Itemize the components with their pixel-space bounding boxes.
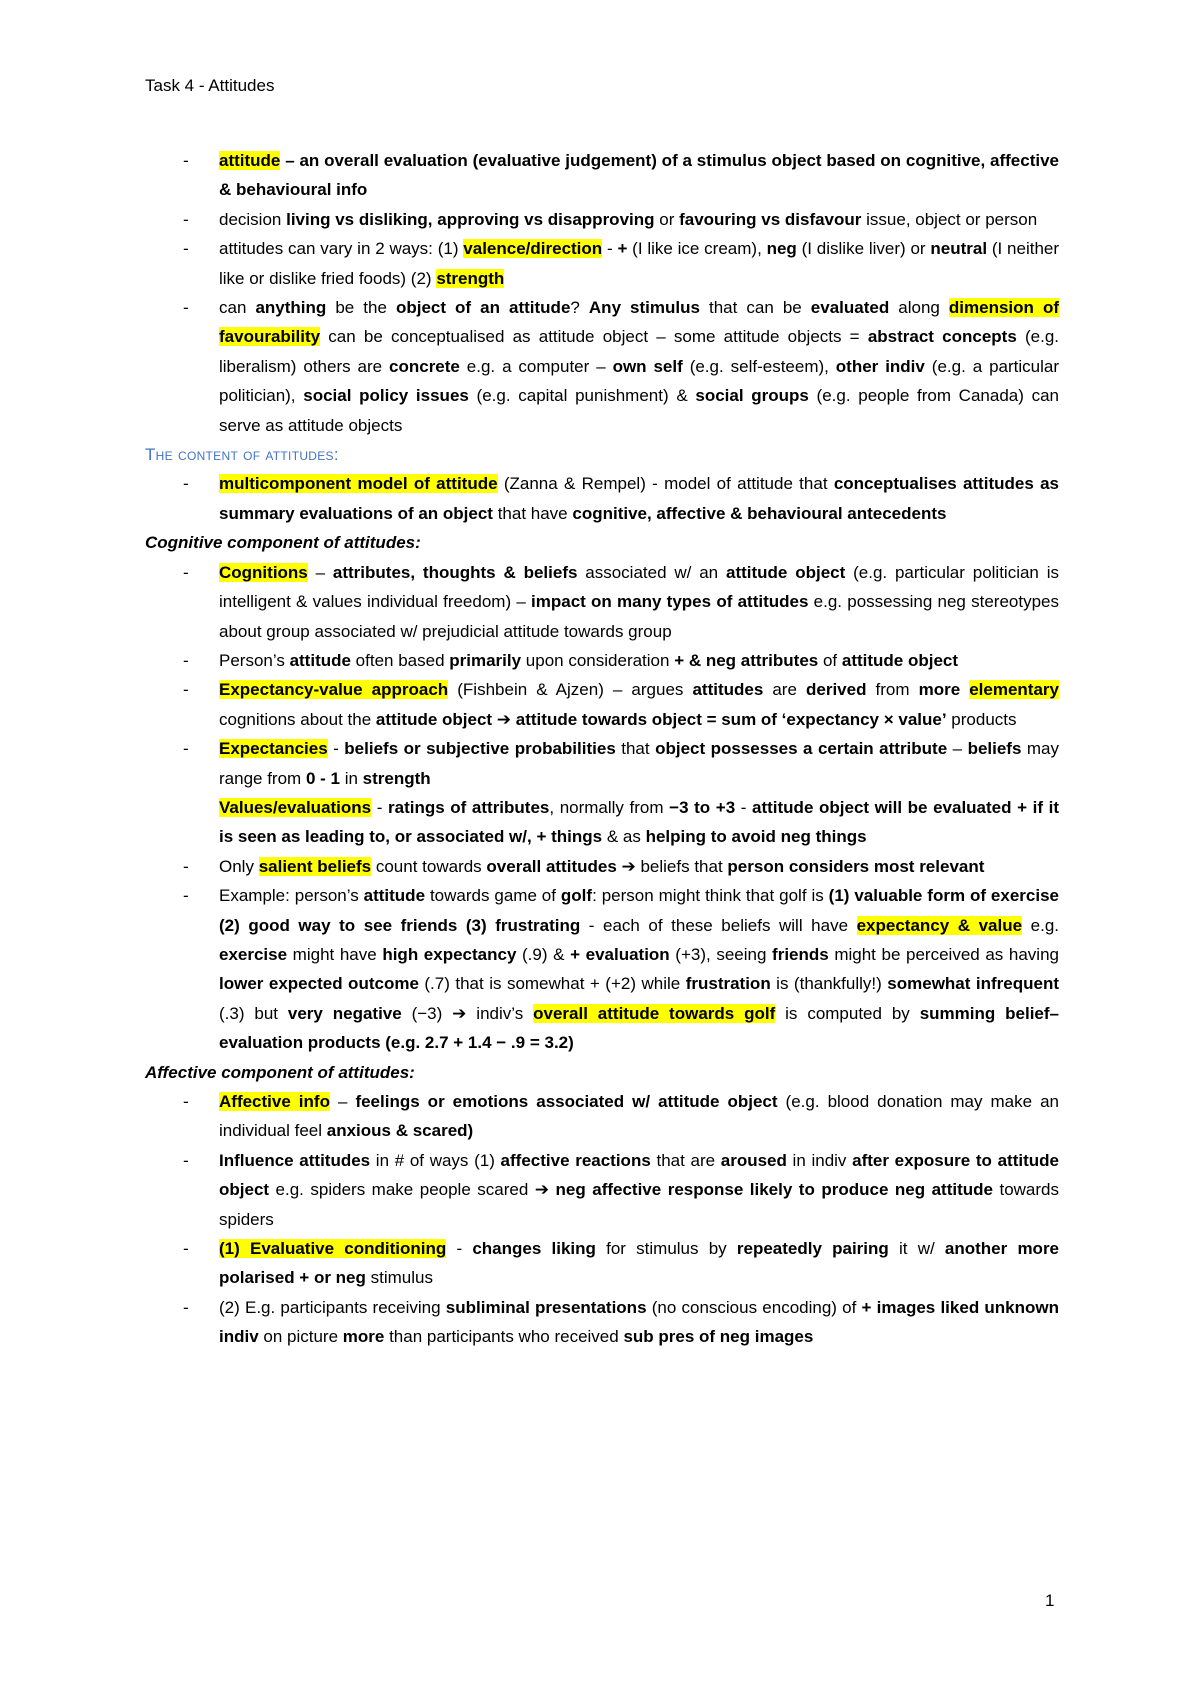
bullet-salient-beliefs: - Only salient beliefs count towards overall attitudes ➔ beliefs that person considers most relevant [145, 852, 1059, 881]
bullet-decision: - decision living vs disliking, approving vs disapproving or favouring vs disfavour issue, object or person [145, 205, 1059, 234]
bullet-vary: - attitudes can vary in 2 ways: (1) valence/direction - + (I like ice cream), neg (I dislike liver) or neutral (I neither like or dislike fried foods) (2) strength [145, 234, 1059, 293]
bullet-cognitions: - Cognitions – attributes, thoughts & beliefs associated w/ an attitude object (e.g. particular politician is intelligent & values individual freedom) – impact on many types of attitudes e.g. possessing neg stereotypes about group associated w/ prejudicial attitude towards group [145, 558, 1059, 646]
bullet-multicomponent: - multicomponent model of attitude (Zanna & Rempel) - model of attitude that conceptualises attitudes as summary evaluations of an object that have cognitive, affective & behavioural antecedents [145, 469, 1059, 528]
page-header: Task 4 - Attitudes [145, 76, 275, 95]
subheading-cognitive: Cognitive component of attitudes: [145, 533, 421, 553]
paragraph-values: Values/evaluations - ratings of attributes, normally from −3 to +3 - attitude object will be evaluated + if it is seen as leading to, or associated w/, + things & as helping to avoid neg things [219, 797, 1059, 847]
bullet-evaluative-conditioning: - (1) Evaluative conditioning - changes liking for stimulus by repeatedly pairing it w/ another more polarised + or neg stimulus [145, 1234, 1059, 1293]
document-body [145, 146, 1059, 1352]
section-heading-content: The content of attitudes: [145, 445, 339, 465]
bullet-expectancies: - Expectancies - beliefs or subjective probabilities that object possesses a certain attribute – beliefs may range from 0 - 1 in strength [145, 734, 1059, 793]
bullet-expectancy-value: - Expectancy-value approach (Fishbein & Ajzen) – argues attitudes are derived from more elementary cognitions about the attitude object ➔ attitude towards object = sum of ‘expectancy × value’ products [145, 675, 1059, 734]
bullet-object: - can anything be the object of an attitude? Any stimulus that can be evaluated along dimension of favourability can be conceptualised as attitude object – some attitude objects = abstract concepts (e.g. liberalism) others are concrete e.g. a computer – own self (e.g. self-esteem), other indiv (e.g. a particular politician), social policy issues (e.g. capital punishment) & social groups (e.g. people from Canada) can serve as attitude objects [145, 293, 1059, 440]
bullet-person-attitude: - Person’s attitude often based primarily upon consideration + & neg attributes of attitude object [145, 646, 1059, 675]
subheading-affective: Affective component of attitudes: [145, 1062, 415, 1082]
bullet-affective-info: - Affective info – feelings or emotions associated w/ attitude object (e.g. blood donation may make an individual feel anxious & scared) [145, 1087, 1059, 1146]
bullet-subliminal: - (2) E.g. participants receiving subliminal presentations (no conscious encoding) of + images liked unknown indiv on picture more than participants who received sub pres of neg images [145, 1293, 1059, 1352]
page-number: 1 [1045, 1591, 1055, 1610]
bullet-influence: - Influence attitudes in # of ways (1) affective reactions that are aroused in indiv after exposure to attitude object e.g. spiders make people scared ➔ neg affective response likely to produce neg attitude towards spiders [145, 1146, 1059, 1234]
bullet-golf-example: - Example: person’s attitude towards game of golf: person might think that golf is (1) valuable form of exercise (2) good way to see friends (3) frustrating - each of these beliefs will have expectancy & value e.g. exercise might have high expectancy (.9) & + evaluation (+3), seeing friends might be perceived as having lower expected outcome (.7) that is somewhat + (+2) while frustration is (thankfully!) somewhat infrequent (.3) but very negative (−3) ➔ indiv’s overall attitude towards golf is computed by summing belief–evaluation products (e.g. 2.7 + 1.4 − .9 = 3.2) [145, 881, 1059, 1057]
bullet-attitude: - attitude – an overall evaluation (evaluative judgement) of a stimulus object based on cognitive, affective & behavioural info [145, 146, 1059, 205]
